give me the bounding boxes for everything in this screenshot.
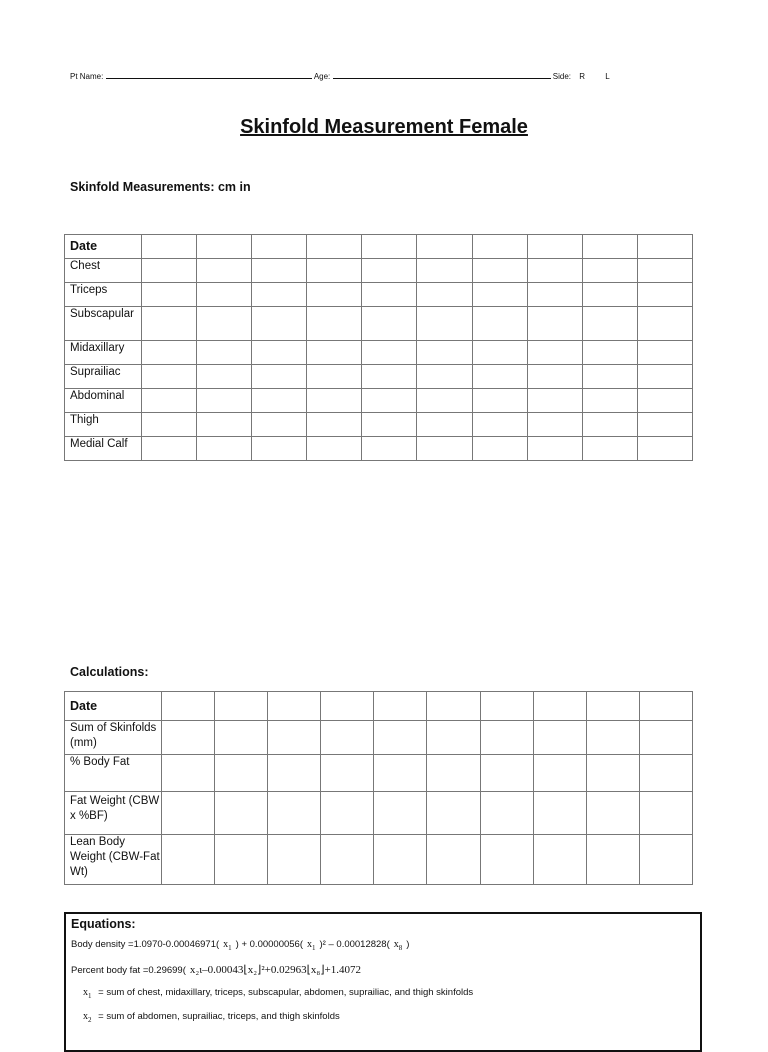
table-row-date bbox=[65, 235, 693, 259]
entry-cell[interactable] bbox=[268, 692, 321, 721]
table-row bbox=[65, 437, 693, 461]
entry-cell[interactable] bbox=[215, 692, 268, 721]
entry-cell[interactable] bbox=[374, 835, 427, 885]
patient-header bbox=[70, 70, 710, 81]
entry-cell[interactable] bbox=[527, 283, 582, 307]
entry-cell[interactable] bbox=[472, 235, 527, 259]
body-density-text: Body density =1.0970-0.00046971( bbox=[71, 939, 220, 950]
entry-cell[interactable] bbox=[307, 307, 362, 341]
pt-name-field[interactable] bbox=[106, 70, 312, 79]
entry-cell[interactable] bbox=[142, 341, 197, 365]
entry-cell[interactable] bbox=[197, 341, 252, 365]
x2-definition-text: = sum of abdomen, suprailiac, triceps, and thigh skinfolds bbox=[98, 1011, 340, 1022]
entry-cell[interactable] bbox=[268, 792, 321, 835]
entry-cell[interactable] bbox=[362, 413, 417, 437]
entry-cell[interactable] bbox=[142, 235, 197, 259]
entry-cell[interactable] bbox=[417, 341, 472, 365]
entry-cell[interactable] bbox=[268, 835, 321, 885]
entry-cell[interactable] bbox=[527, 235, 582, 259]
entry-cell[interactable] bbox=[197, 413, 252, 437]
age-field[interactable] bbox=[333, 70, 551, 79]
entry-cell[interactable] bbox=[197, 259, 252, 283]
entry-cell[interactable] bbox=[417, 283, 472, 307]
entry-cell[interactable] bbox=[637, 389, 692, 413]
entry-cell[interactable] bbox=[142, 307, 197, 341]
entry-cell[interactable] bbox=[252, 259, 307, 283]
entry-cell[interactable] bbox=[533, 721, 586, 755]
row-label: % Body Fat bbox=[65, 755, 162, 792]
entry-cell[interactable] bbox=[427, 721, 480, 755]
percent-fat-text: Percent body fat =0.29699( bbox=[71, 965, 186, 976]
entry-cell[interactable] bbox=[472, 307, 527, 341]
entry-cell[interactable] bbox=[197, 307, 252, 341]
entry-cell[interactable] bbox=[480, 835, 533, 885]
entry-cell[interactable] bbox=[527, 365, 582, 389]
entry-cell[interactable] bbox=[362, 389, 417, 413]
entry-cell[interactable] bbox=[637, 365, 692, 389]
table-row-date bbox=[65, 692, 693, 721]
date-label: Date bbox=[65, 692, 162, 721]
entry-cell[interactable] bbox=[252, 365, 307, 389]
entry-cell[interactable] bbox=[582, 365, 637, 389]
entry-cell[interactable] bbox=[362, 235, 417, 259]
entry-cell[interactable] bbox=[197, 437, 252, 461]
entry-cell[interactable] bbox=[480, 721, 533, 755]
entry-cell[interactable] bbox=[307, 413, 362, 437]
entry-cell[interactable] bbox=[533, 692, 586, 721]
entry-cell[interactable] bbox=[427, 792, 480, 835]
entry-cell[interactable] bbox=[586, 721, 639, 755]
entry-cell[interactable] bbox=[533, 755, 586, 792]
entry-cell[interactable] bbox=[582, 307, 637, 341]
table-row bbox=[65, 307, 693, 341]
entry-cell[interactable] bbox=[162, 721, 215, 755]
entry-cell[interactable] bbox=[427, 692, 480, 721]
entry-cell[interactable] bbox=[527, 389, 582, 413]
entry-cell[interactable] bbox=[321, 692, 374, 721]
age-label: Age: bbox=[313, 72, 331, 81]
entry-cell[interactable] bbox=[374, 755, 427, 792]
entry-cell[interactable] bbox=[215, 721, 268, 755]
entry-cell[interactable] bbox=[162, 692, 215, 721]
entry-cell[interactable] bbox=[637, 235, 692, 259]
entry-cell[interactable] bbox=[637, 413, 692, 437]
side-l-option[interactable]: L bbox=[605, 72, 610, 81]
entry-cell[interactable] bbox=[321, 835, 374, 885]
pt-name-label: Pt Name: bbox=[70, 72, 104, 81]
entry-cell[interactable] bbox=[307, 235, 362, 259]
entry-cell[interactable] bbox=[307, 437, 362, 461]
entry-cell[interactable] bbox=[142, 413, 197, 437]
entry-cell[interactable] bbox=[321, 792, 374, 835]
entry-cell[interactable] bbox=[321, 755, 374, 792]
percent-fat-formula: x₂ι–0.00043⌊x₂⌋²+0.02963⌊x₈⌋+1.4072 bbox=[189, 964, 361, 976]
body-density-text: ) + 0.00000056( bbox=[235, 939, 304, 950]
entry-cell[interactable] bbox=[586, 835, 639, 885]
entry-cell[interactable] bbox=[417, 389, 472, 413]
entry-cell[interactable] bbox=[427, 755, 480, 792]
table-row bbox=[65, 413, 693, 437]
entry-cell[interactable] bbox=[527, 413, 582, 437]
skinfold-measurements-table bbox=[64, 234, 693, 461]
entry-cell[interactable] bbox=[362, 307, 417, 341]
entry-cell[interactable] bbox=[582, 283, 637, 307]
entry-cell[interactable] bbox=[582, 437, 637, 461]
var-x8: $x_8$ bbox=[393, 939, 403, 952]
entry-cell[interactable] bbox=[427, 835, 480, 885]
table-row bbox=[65, 389, 693, 413]
table-row bbox=[65, 721, 693, 755]
entry-cell[interactable] bbox=[637, 341, 692, 365]
entry-cell[interactable] bbox=[197, 235, 252, 259]
entry-cell[interactable] bbox=[142, 365, 197, 389]
entry-cell[interactable] bbox=[142, 283, 197, 307]
measurements-heading: Skinfold Measurements: cm in bbox=[70, 180, 251, 194]
entry-cell[interactable] bbox=[637, 259, 692, 283]
body-density-equation bbox=[71, 939, 695, 952]
entry-cell[interactable] bbox=[307, 365, 362, 389]
calculations-heading: Calculations: bbox=[70, 665, 149, 679]
entry-cell[interactable] bbox=[215, 755, 268, 792]
entry-cell[interactable] bbox=[142, 437, 197, 461]
body-density-text: )² – 0.00012828( bbox=[319, 939, 390, 950]
entry-cell[interactable] bbox=[252, 283, 307, 307]
entry-cell[interactable] bbox=[637, 307, 692, 341]
table-row bbox=[65, 283, 693, 307]
row-label: Midaxillary bbox=[65, 341, 142, 365]
date-label: Date bbox=[65, 235, 142, 259]
entry-cell[interactable] bbox=[252, 235, 307, 259]
equations-heading: Equations: bbox=[71, 917, 136, 931]
var-x1: $x_1$ bbox=[307, 939, 316, 952]
entry-cell[interactable] bbox=[252, 413, 307, 437]
entry-cell[interactable] bbox=[417, 365, 472, 389]
x1-definition bbox=[71, 987, 695, 1000]
table-row bbox=[65, 792, 693, 835]
entry-cell[interactable] bbox=[527, 437, 582, 461]
entry-cell[interactable] bbox=[197, 283, 252, 307]
entry-cell[interactable] bbox=[586, 792, 639, 835]
entry-cell[interactable] bbox=[142, 389, 197, 413]
entry-cell[interactable] bbox=[307, 341, 362, 365]
entry-cell[interactable] bbox=[362, 365, 417, 389]
entry-cell[interactable] bbox=[307, 389, 362, 413]
row-label: Thigh bbox=[65, 413, 142, 437]
side-r-option[interactable]: R bbox=[579, 72, 585, 81]
entry-cell[interactable] bbox=[197, 389, 252, 413]
entry-cell[interactable] bbox=[472, 341, 527, 365]
entry-cell[interactable] bbox=[321, 721, 374, 755]
var-x2: $x_2$ bbox=[83, 1011, 92, 1024]
entry-cell[interactable] bbox=[142, 259, 197, 283]
entry-cell[interactable] bbox=[374, 721, 427, 755]
entry-cell[interactable] bbox=[362, 437, 417, 461]
entry-cell[interactable] bbox=[480, 792, 533, 835]
table-row bbox=[65, 365, 693, 389]
row-label: Subscapular bbox=[65, 307, 142, 341]
var-x1: $x_1$ bbox=[83, 987, 92, 1000]
entry-cell[interactable] bbox=[374, 792, 427, 835]
entry-cell[interactable] bbox=[252, 389, 307, 413]
entry-cell[interactable] bbox=[472, 389, 527, 413]
entry-cell[interactable] bbox=[374, 692, 427, 721]
entry-cell[interactable] bbox=[162, 755, 215, 792]
entry-cell[interactable] bbox=[472, 365, 527, 389]
entry-cell[interactable] bbox=[582, 341, 637, 365]
entry-cell[interactable] bbox=[472, 259, 527, 283]
equations-box bbox=[64, 912, 702, 1052]
entry-cell[interactable] bbox=[639, 835, 692, 885]
entry-cell[interactable] bbox=[480, 692, 533, 721]
row-label: Lean Body Weight (CBW-Fat Wt) bbox=[65, 835, 162, 885]
page-title: Skinfold Measurement Female bbox=[240, 116, 528, 138]
entry-cell[interactable] bbox=[197, 365, 252, 389]
entry-cell[interactable] bbox=[252, 307, 307, 341]
body-density-text: ) bbox=[406, 939, 410, 950]
entry-cell[interactable] bbox=[533, 792, 586, 835]
entry-cell[interactable] bbox=[527, 259, 582, 283]
entry-cell[interactable] bbox=[417, 259, 472, 283]
entry-cell[interactable] bbox=[639, 721, 692, 755]
percent-body-fat-equation bbox=[71, 963, 695, 976]
entry-cell[interactable] bbox=[252, 341, 307, 365]
row-label: Fat Weight (CBW x %BF) bbox=[65, 792, 162, 835]
entry-cell[interactable] bbox=[582, 259, 637, 283]
row-label: Sum of Skinfolds (mm) bbox=[65, 721, 162, 755]
entry-cell[interactable] bbox=[582, 235, 637, 259]
entry-cell[interactable] bbox=[586, 755, 639, 792]
entry-cell[interactable] bbox=[472, 413, 527, 437]
entry-cell[interactable] bbox=[268, 721, 321, 755]
entry-cell[interactable] bbox=[417, 437, 472, 461]
entry-cell[interactable] bbox=[215, 792, 268, 835]
entry-cell[interactable] bbox=[252, 437, 307, 461]
table-row bbox=[65, 755, 693, 792]
entry-cell[interactable] bbox=[582, 389, 637, 413]
entry-cell[interactable] bbox=[472, 283, 527, 307]
entry-cell[interactable] bbox=[472, 437, 527, 461]
row-label: Suprailiac bbox=[65, 365, 142, 389]
entry-cell[interactable] bbox=[417, 307, 472, 341]
table-row bbox=[65, 259, 693, 283]
entry-cell[interactable] bbox=[417, 235, 472, 259]
var-x1: $x_1$ bbox=[223, 939, 232, 952]
entry-cell[interactable] bbox=[639, 755, 692, 792]
entry-cell[interactable] bbox=[480, 755, 533, 792]
x2-definition bbox=[71, 1011, 695, 1024]
table-row bbox=[65, 341, 693, 365]
row-label: Medial Calf bbox=[65, 437, 142, 461]
entry-cell[interactable] bbox=[362, 283, 417, 307]
entry-cell[interactable] bbox=[533, 835, 586, 885]
entry-cell[interactable] bbox=[527, 341, 582, 365]
entry-cell[interactable] bbox=[362, 341, 417, 365]
row-label: Chest bbox=[65, 259, 142, 283]
x1-definition-text: = sum of chest, midaxillary, triceps, subscapular, abdomen, suprailiac, and thigh skinfolds bbox=[98, 987, 474, 998]
entry-cell[interactable] bbox=[586, 692, 639, 721]
entry-cell[interactable] bbox=[307, 283, 362, 307]
entry-cell[interactable] bbox=[162, 792, 215, 835]
entry-cell[interactable] bbox=[639, 792, 692, 835]
entry-cell[interactable] bbox=[417, 413, 472, 437]
entry-cell[interactable] bbox=[582, 413, 637, 437]
entry-cell[interactable] bbox=[637, 283, 692, 307]
entry-cell[interactable] bbox=[527, 307, 582, 341]
entry-cell[interactable] bbox=[639, 692, 692, 721]
row-label: Triceps bbox=[65, 283, 142, 307]
entry-cell[interactable] bbox=[162, 835, 215, 885]
entry-cell[interactable] bbox=[362, 259, 417, 283]
calculations-table bbox=[64, 691, 693, 885]
entry-cell[interactable] bbox=[215, 835, 268, 885]
row-label: Abdominal bbox=[65, 389, 142, 413]
entry-cell[interactable] bbox=[307, 259, 362, 283]
entry-cell[interactable] bbox=[637, 437, 692, 461]
table-row bbox=[65, 835, 693, 885]
side-label: Side: bbox=[552, 72, 571, 81]
entry-cell[interactable] bbox=[268, 755, 321, 792]
